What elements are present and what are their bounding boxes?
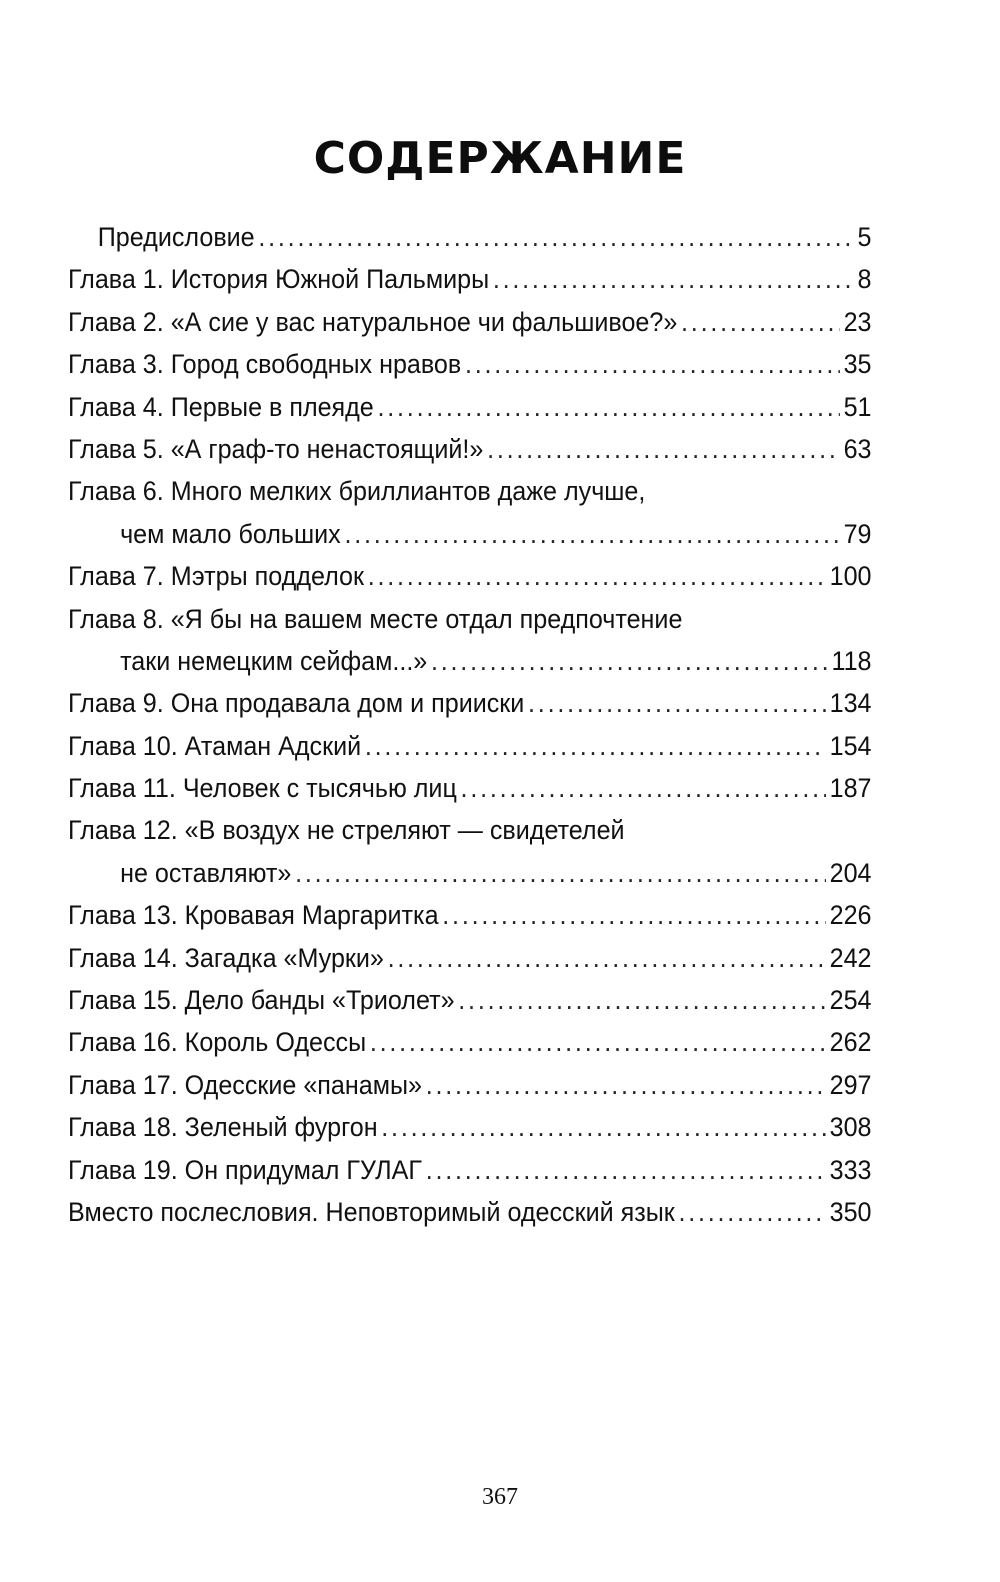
toc-entry <box>68 1191 872 1233</box>
dot-leader <box>365 725 826 767</box>
toc-entry <box>68 937 872 979</box>
toc-entry-title: Глава 17. Одесские «панамы» <box>68 1069 422 1100</box>
toc-entry-title: Глава 14. Загадка «Мурки» <box>68 942 384 973</box>
toc-entry-page: 297 <box>829 1069 872 1100</box>
dot-leader <box>681 301 840 343</box>
toc-entry <box>68 428 872 470</box>
toc-entry-page: 134 <box>829 688 872 719</box>
dot-leader <box>370 1021 826 1063</box>
toc-entry <box>68 258 872 300</box>
toc-entry-title: Глава 8. «Я бы на вашем месте отдал предпочтение <box>68 603 683 634</box>
toc-entry-title: Глава 1. История Южной Пальмиры <box>68 264 490 295</box>
toc-entry-title: Глава 13. Кровавая Маргаритка <box>68 900 439 931</box>
toc-entry-page: 333 <box>829 1154 872 1185</box>
dot-leader <box>442 894 826 936</box>
toc-entry-title: Глава 5. «А граф-то ненастоящий!» <box>68 433 484 464</box>
toc-entry-page: 100 <box>829 561 872 592</box>
toc-entry-page: 5 <box>857 222 872 252</box>
toc-entry-title: Глава 16. Король Одессы <box>68 1027 367 1058</box>
toc-entry <box>68 216 872 258</box>
toc-entry-title: Глава 3. Город свободных нравов <box>68 349 462 380</box>
toc-entry-page: 79 <box>843 518 872 549</box>
toc-entry-page: 51 <box>843 391 872 422</box>
toc-entry-page: 204 <box>829 857 872 888</box>
dot-leader <box>528 682 826 724</box>
toc-entry <box>68 725 872 767</box>
toc-entry-page: 118 <box>831 645 872 676</box>
toc-entry-continuation <box>68 852 872 894</box>
toc-entry-continuation <box>68 513 872 555</box>
toc-entry-continuation <box>68 640 872 682</box>
dot-leader <box>368 555 826 597</box>
dot-leader <box>487 428 840 470</box>
toc-entry <box>68 1106 872 1148</box>
toc-entry-title: Вместо послесловия. Неповторимый одесский язык <box>68 1196 675 1227</box>
toc-entry-page: 23 <box>843 306 872 337</box>
dot-leader <box>678 1191 825 1233</box>
toc-entry-title: Глава 10. Атаман Адский <box>68 730 362 761</box>
dot-leader <box>388 937 826 979</box>
dot-leader <box>493 258 854 300</box>
toc-entry-title: Предисловие <box>97 222 255 252</box>
dot-leader <box>381 1106 826 1148</box>
toc-entry <box>68 343 872 385</box>
toc-entry-page: 35 <box>843 349 872 380</box>
page-number: 367 <box>482 1484 518 1510</box>
toc-entry <box>68 1064 872 1106</box>
toc-entry-page: 350 <box>829 1196 872 1227</box>
toc-entry-page: 8 <box>857 264 872 295</box>
toc-entry-title: Глава 11. Человек с тысячью лиц <box>68 773 457 804</box>
toc-entry <box>68 809 872 851</box>
toc-entry <box>68 979 872 1021</box>
toc-entry <box>68 894 872 936</box>
toc-entry <box>68 767 872 809</box>
dot-leader <box>458 979 826 1021</box>
toc-entry-title: Глава 7. Мэтры подделок <box>68 561 365 592</box>
toc-entry-title: чем мало больших <box>120 518 341 549</box>
dot-leader <box>426 1149 826 1191</box>
dot-leader <box>258 216 853 258</box>
toc-entry-page: 226 <box>829 900 872 931</box>
toc-entry-page: 187 <box>829 773 872 804</box>
toc-entry-page: 63 <box>843 433 872 464</box>
toc-entry-title: Глава 19. Он придумал ГУЛАГ <box>68 1154 422 1185</box>
toc-entry <box>68 555 872 597</box>
dot-leader <box>426 1064 826 1106</box>
toc-entry-page: 254 <box>829 985 872 1016</box>
dot-leader <box>461 767 826 809</box>
toc-entry <box>68 682 872 724</box>
toc-entry-title: Глава 9. Она продавала дом и прииски <box>68 688 525 719</box>
toc-entry-title: Глава 15. Дело банды «Триолет» <box>68 985 455 1016</box>
dot-leader <box>344 513 839 555</box>
toc-entry-page: 262 <box>829 1027 872 1058</box>
toc-entry-title: Глава 18. Зеленый фургон <box>68 1112 378 1143</box>
toc-entry <box>68 301 872 343</box>
toc-entry-title: не оставляют» <box>120 857 292 888</box>
dot-leader <box>465 343 840 385</box>
toc-entry-page: 154 <box>829 730 872 761</box>
toc-entry-title: Глава 2. «А сие у вас натуральное чи фальшивое?» <box>68 306 678 337</box>
toc-entry-page: 308 <box>829 1112 872 1143</box>
page-title: СОДЕРЖАНИЕ <box>313 133 687 185</box>
toc-entry-title: Глава 4. Первые в плеяде <box>68 391 374 422</box>
toc-entry <box>68 386 872 428</box>
toc-entry <box>68 1149 872 1191</box>
dot-leader <box>295 852 826 894</box>
toc-entry <box>68 1021 872 1063</box>
toc-entry-title: Глава 6. Много мелких бриллиантов даже лучше, <box>68 476 646 507</box>
toc-entry <box>68 470 872 512</box>
toc-entry-title: Глава 12. «В воздух не стреляют — свидетелей <box>68 815 625 846</box>
dot-leader <box>378 386 840 428</box>
toc-entry-title: таки немецким сейфам...» <box>120 645 428 676</box>
toc-entry-page: 242 <box>829 942 872 973</box>
dot-leader <box>431 640 828 682</box>
table-of-contents <box>68 216 872 1233</box>
toc-entry <box>68 598 872 640</box>
